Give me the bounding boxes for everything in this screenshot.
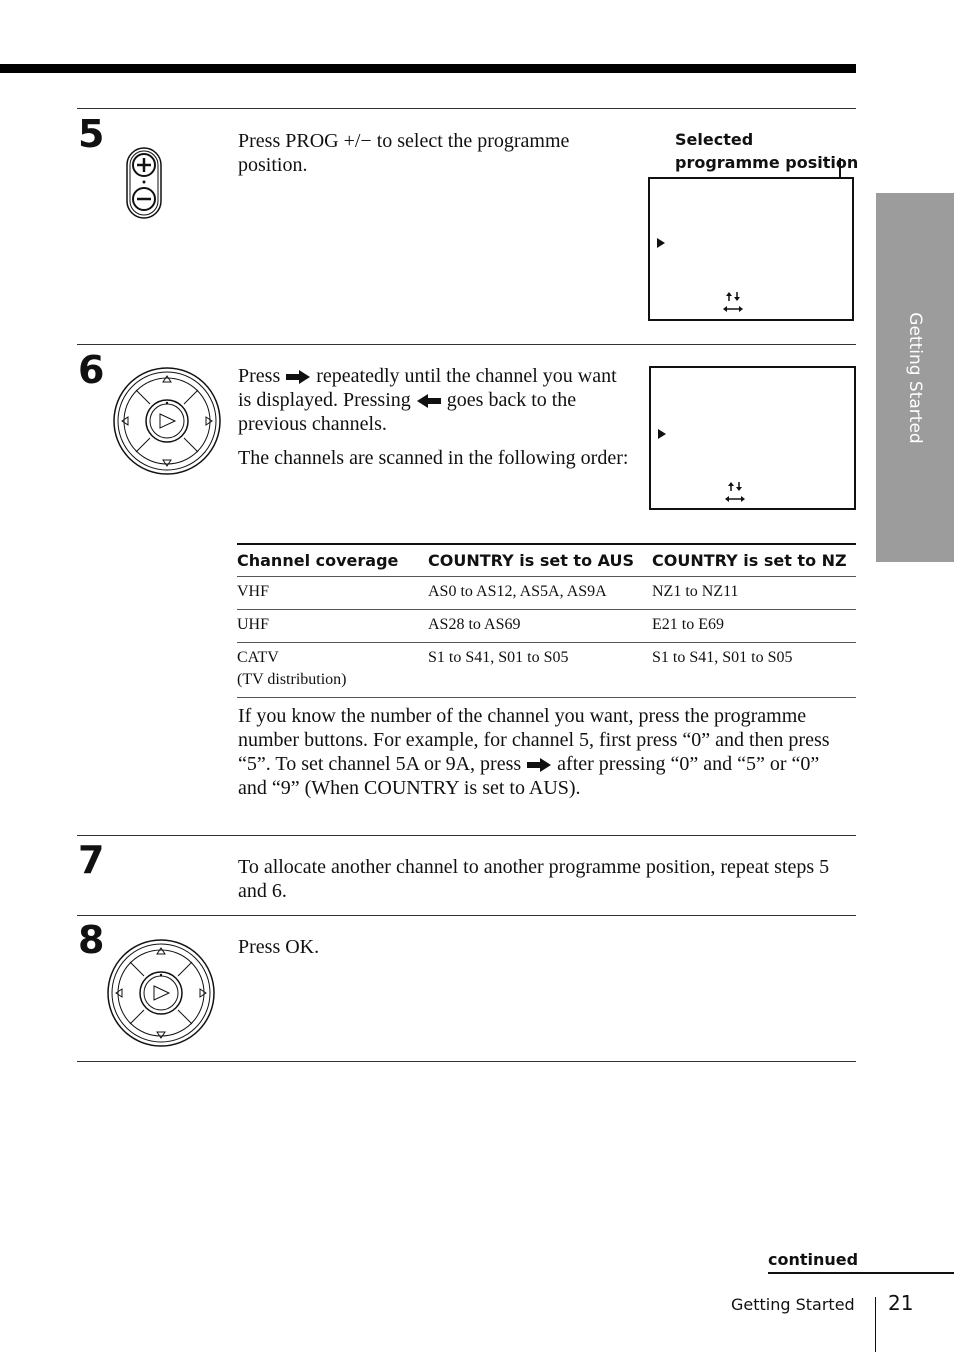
table-cell bbox=[237, 643, 428, 698]
footer-divider bbox=[875, 1297, 876, 1352]
table-header-cell: Channel coverage bbox=[237, 544, 428, 577]
step-6-text bbox=[238, 364, 630, 480]
table-row bbox=[237, 643, 856, 698]
footer-section-name: Getting Started bbox=[731, 1295, 855, 1314]
step-6-text-e: after pressing “0” and “5” or “0” and “9” (When COUNTRY is set to AUS). bbox=[238, 753, 820, 799]
right-arrow-icon bbox=[285, 369, 311, 385]
step-divider bbox=[77, 1061, 856, 1062]
remote-dpad-icon bbox=[112, 366, 222, 476]
prog-button-icon bbox=[124, 146, 164, 220]
step-6-text-d: If you know the number of the channel you want, press the programme number buttons. For example, for channel 5, first press “0” and then press “5”. To set channel 5A or 9A, press bbox=[238, 705, 830, 775]
table-row bbox=[237, 610, 856, 643]
table-cell: S1 to S41, S01 to S05 bbox=[652, 643, 856, 698]
table-cell: VHF bbox=[237, 577, 428, 610]
table-cell: AS0 to AS12, AS5A, AS9A bbox=[428, 577, 652, 610]
header-bar bbox=[0, 64, 856, 73]
arrow-keys-icon bbox=[722, 291, 744, 315]
step-7-text bbox=[238, 855, 850, 913]
step-divider bbox=[77, 835, 856, 836]
step-6-para-2: The channels are scanned in the following order: bbox=[238, 447, 629, 469]
step-7-instruction: To allocate another channel to another programme position, repeat steps 5 and 6. bbox=[238, 856, 830, 902]
table-header-cell: COUNTRY is set to AUS bbox=[428, 544, 652, 577]
step-divider bbox=[77, 344, 856, 345]
table-row bbox=[237, 577, 856, 610]
step-6-para-1 bbox=[238, 364, 630, 436]
step-6-text-b: repeatedly until the channel you want is displayed. Pressing bbox=[238, 365, 617, 411]
step-divider bbox=[77, 108, 856, 109]
channel-coverage-table bbox=[237, 543, 856, 698]
right-arrow-icon bbox=[526, 757, 552, 773]
step-number-7: 7 bbox=[78, 838, 105, 882]
table-cell-line: (TV distribution) bbox=[237, 671, 347, 688]
section-tab bbox=[876, 193, 954, 562]
selected-position-callout: Selected programme position bbox=[675, 130, 859, 172]
step-number-5: 5 bbox=[78, 112, 105, 156]
step-8-instruction: Press OK. bbox=[238, 936, 320, 958]
tv-screen-step5 bbox=[648, 177, 854, 321]
table-cell: NZ1 to NZ11 bbox=[652, 577, 856, 610]
table-cell: AS28 to AS69 bbox=[428, 610, 652, 643]
step-6-extra-text bbox=[238, 704, 850, 810]
table-cell: UHF bbox=[237, 610, 428, 643]
step-6-para-3 bbox=[238, 704, 850, 800]
section-tab-label: Getting Started bbox=[905, 311, 925, 444]
cursor-triangle-icon bbox=[657, 428, 667, 440]
table-cell: E21 to E69 bbox=[652, 610, 856, 643]
step-6-text-c: goes back to the previous channels. bbox=[238, 389, 577, 435]
tv-screen-step6 bbox=[649, 366, 856, 510]
step-5-instruction: Press PROG +/− to select the programme position. bbox=[238, 130, 570, 176]
remote-dpad-icon bbox=[106, 938, 216, 1048]
step-8-text bbox=[238, 935, 638, 969]
continued-label: continued bbox=[768, 1250, 859, 1269]
step-divider bbox=[77, 915, 856, 916]
cursor-triangle-icon bbox=[656, 237, 666, 249]
table-header-row bbox=[237, 544, 856, 577]
arrow-keys-icon bbox=[724, 481, 746, 505]
table-cell: S1 to S41, S01 to S05 bbox=[428, 643, 652, 698]
step-number-8: 8 bbox=[78, 918, 105, 962]
table-header-cell: COUNTRY is set to NZ bbox=[652, 544, 856, 577]
left-arrow-icon bbox=[416, 393, 442, 409]
step-5-text bbox=[238, 129, 628, 187]
continued-rule bbox=[768, 1272, 954, 1274]
step-6-text-a: Press bbox=[238, 365, 281, 387]
page-number: 21 bbox=[888, 1291, 914, 1315]
table-cell-line: CATV bbox=[237, 649, 279, 666]
step-number-6: 6 bbox=[78, 348, 105, 392]
